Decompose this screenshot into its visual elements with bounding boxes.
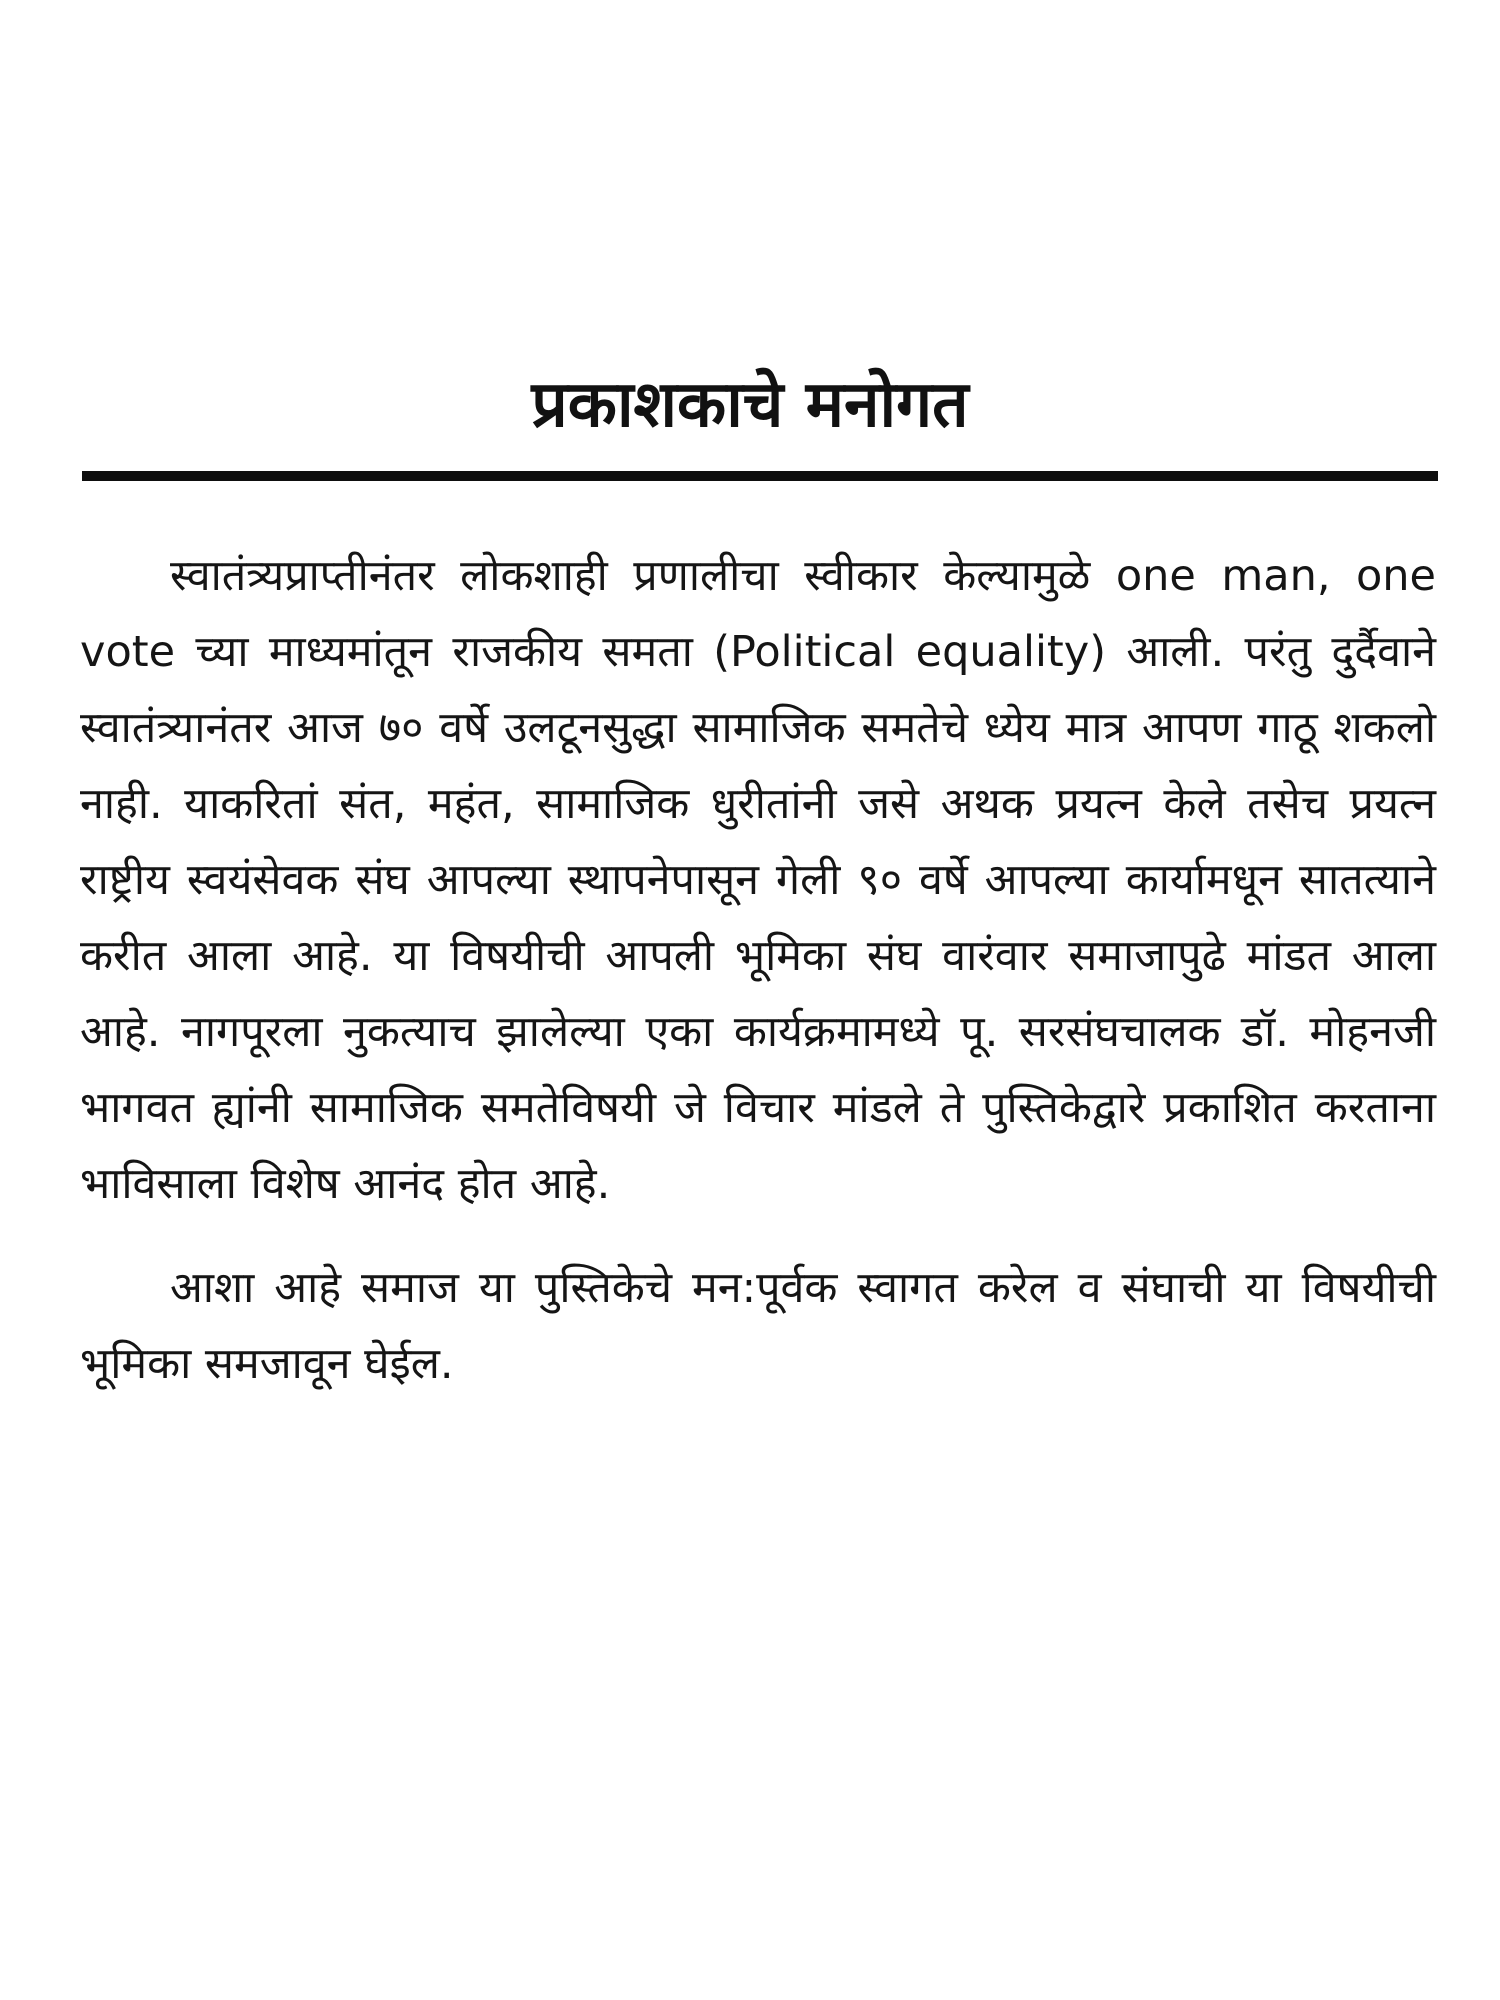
body-text — [80, 538, 1436, 1402]
paragraph-1: स्वातंत्र्यप्राप्तीनंतर लोकशाही प्रणालीचा स्वीकार केल्यामुळे one man, one vote च्या माध्यमांतून राजकीय समता (Political equality) आली. परंतु दुर्दैवाने स्वातंत्र्यानंतर आज ७० वर्षे उलटूनसुद्धा सामाजिक समतेचे ध्येय मात्र आपण गाठू शकलो नाही. याकरितां संत, महंत, सामाजिक धुरीतांनी जसे अथक प्रयत्न केले तसेच प्रयत्न राष्ट्रीय स्वयंसेवक संघ आपल्या स्थापनेपासून गेली ९० वर्षे आपल्या कार्यामधून सातत्याने करीत आला आहे. या विषयीची आपली भूमिका संघ वारंवार समाजापुढे मांडत आला आहे. नागपूरला नुकत्याच झालेल्या एका कार्यक्रमामध्ये पू. सरसंघचालक डॉ. मोहनजी भागवत ह्यांनी सामाजिक समतेविषयी जे विचार मांडले ते पुस्तिकेद्वारे प्रकाशित करताना भाविसाला विशेष आनंद होत आहे. — [80, 551, 1436, 1209]
paragraph-2: आशा आहे समाज या पुस्तिकेचे मन:पूर्वक स्वागत करेल व संघाची या विषयीची भूमिका समजावून घेईल. — [80, 1263, 1436, 1389]
page-title: प्रकाशकाचे मनोगत — [531, 368, 969, 442]
title-divider — [82, 471, 1438, 481]
